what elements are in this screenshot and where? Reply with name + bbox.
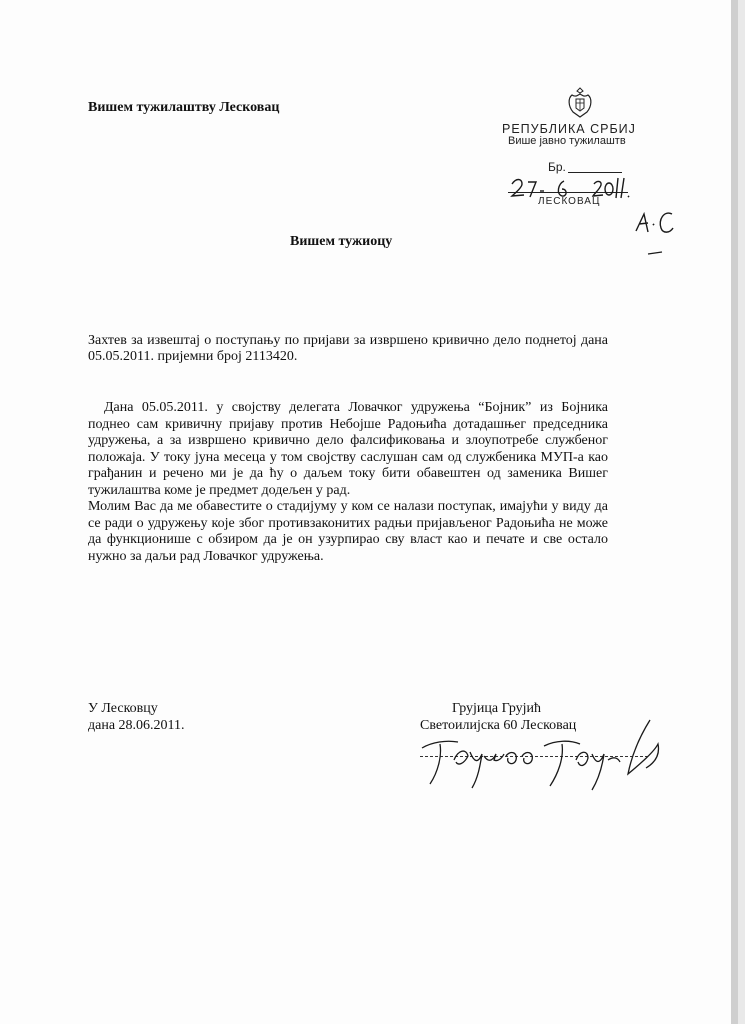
document-title: Вишем тужиоцу [290,234,393,249]
sender-address: Светоилијска 60 Лесковац [420,718,577,733]
subject-line: Захтев за извештај о поступању по пријави за извршено кривично дело поднетој дана 05.05.2011. пријемни број 2113420. [88,333,608,364]
place-and-date [88,700,185,734]
body-paragraph: Дана 05.05.2011. у својству делегата Ловачког удружења “Бојник” из Бојника поднео сам кривичну пријаву против Небојше Радоњића дотадашњег председника удружења, а за извршено кривично дело фалсификовања и злоупотребе службеног положаја. У току јуна месеца у том својству саслушан сам од службеника МУП-а као грађанин и речено ми је да ћу о даљем току бити обавештен од заменика Вишег тужилаштва коме је предмет додељен у рад. [88,400,608,498]
stamp-office: Више јавно тужилаштв [508,135,626,147]
body-paragraph: Молим Вас да ме обавестите о стадијуму у ком се налази поступак, имајући у виду да се ради о удружењу које због противзаконитих радњи пријављеног Радоњића не може да функционише с обзиром да је он узурпирао сву власт као и печате и све остало нужно за даљи рад Ловачког удружења. [88,499,608,564]
reception-stamp [496,86,656,236]
stamp-republic: РЕПУБЛИКА СРБИЈ [502,122,636,136]
date: дана 28.06.2011. [88,718,185,733]
handwritten-date-and-initials [496,86,676,256]
stamp-number-label: Бр. [548,160,566,174]
recipient-line: Вишем тужилаштву Лесковац [88,100,280,115]
letter-body [88,400,608,565]
sender-name: Грујица Грујић [452,701,542,716]
handwritten-signature [418,716,668,796]
scan-edge [731,0,738,1024]
place: У Лесковцу [88,701,158,716]
stamp-city: ЛЕСКОВАЦ [538,196,601,207]
